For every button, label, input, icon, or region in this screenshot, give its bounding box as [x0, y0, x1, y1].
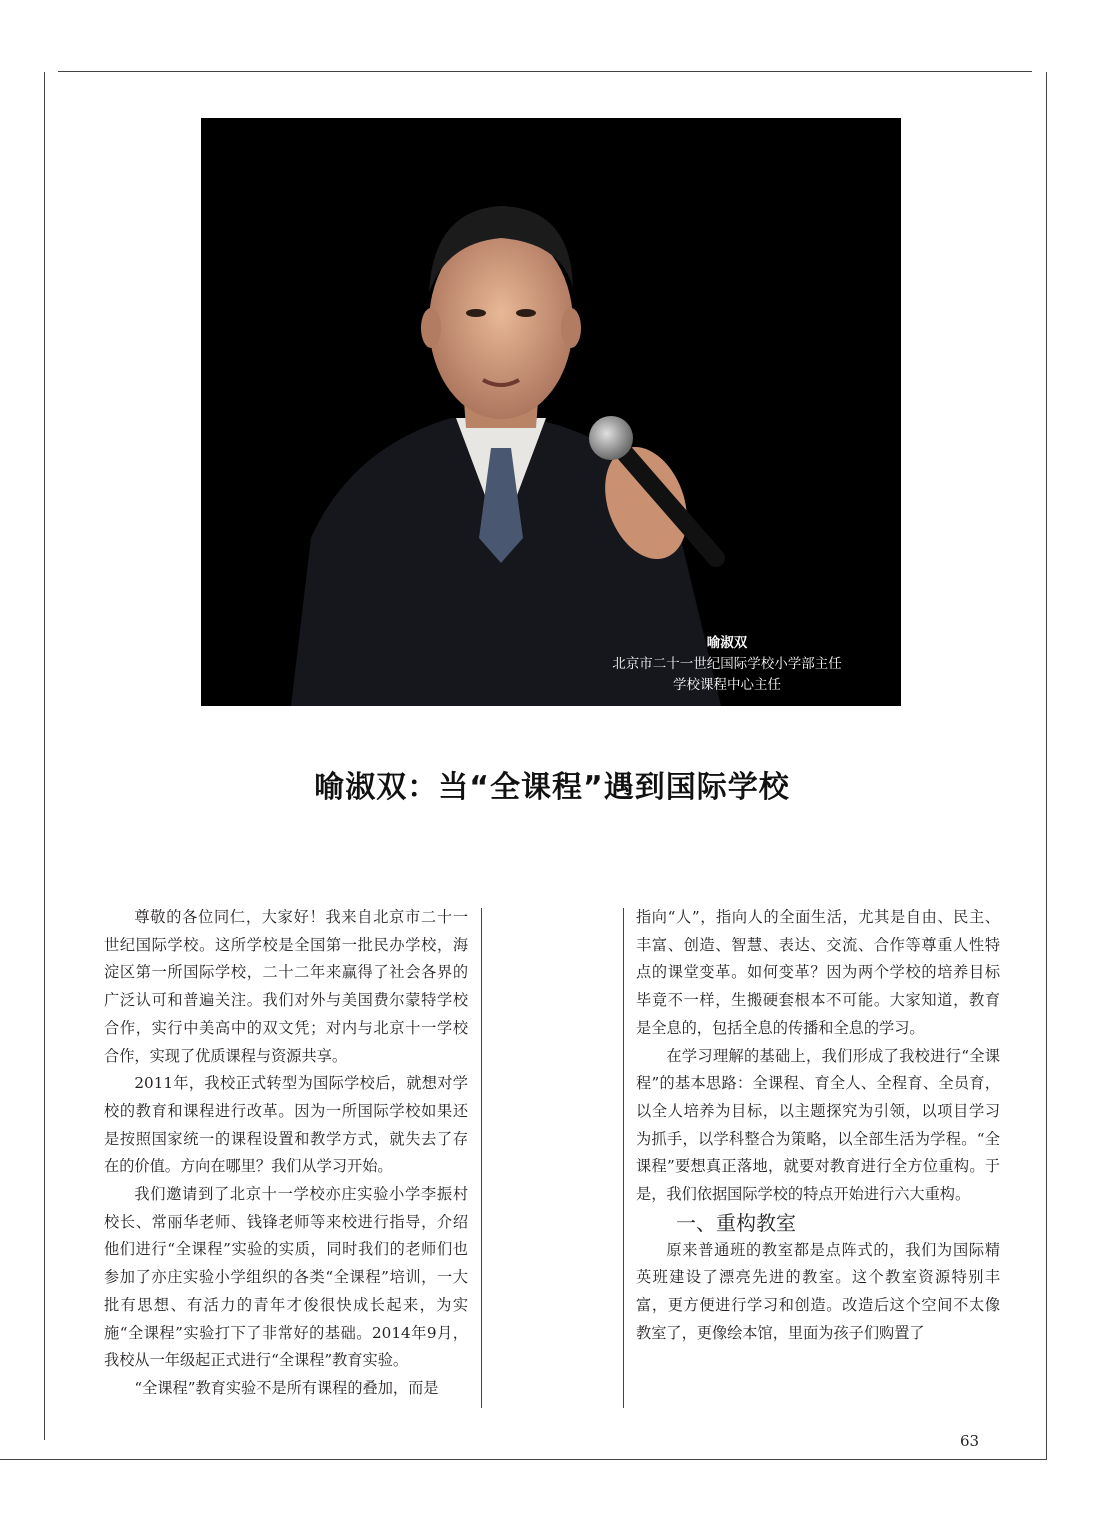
- top-rule: [58, 71, 1032, 72]
- column-divider-left: [481, 908, 482, 1408]
- bottom-rule: [0, 1459, 1047, 1460]
- section-heading: 一、重构教室: [676, 1210, 796, 1235]
- left-column: [104, 904, 468, 1403]
- paragraph: 原来普通班的教室都是点阵式的，我们为国际精英班建设了漂亮先进的教室。这个教室资源特别丰富，更方便进行学习和创造。改造后这个空间不太像教室了，更像绘本馆，里面为孩子们购置了: [636, 1240, 1000, 1342]
- caption-line-2: 学校课程中心主任: [673, 677, 781, 693]
- caption-name: 喻淑双: [706, 635, 748, 651]
- speaker-illustration: [201, 118, 901, 706]
- paragraph: 我们邀请到了北京十一学校亦庄实验小学李振村校长、常丽华老师、钱锋老师等来校进行指导，介绍他们进行“全课程”实验的实质，同时我们的老师们也参加了亦庄实验小学组织的各类“全课程”培训，一大批有思想、有活力的青年才俊很快成长起来，为实施“全课程”实验打下了非常好的基础。2014年9月，我校从一年级起正式进行“全课程”教育实验。: [104, 1185, 468, 1370]
- paragraph: “全课程”教育实验不是所有课程的叠加，而是: [134, 1378, 439, 1397]
- photo-caption: [577, 633, 877, 696]
- article-title: 喻淑双：当“全课程”遇到国际学校: [314, 770, 790, 805]
- right-column: [636, 904, 1000, 1348]
- left-rule: [44, 72, 45, 1440]
- paragraph: 在学习理解的基础上，我们形成了我校进行“全课程”的基本思路：全课程、育全人、全程育、全员育，以全人培养为目标，以主题探究为引领，以项目学习为抓手，以学科整合为策略，以全部生活为学程。“全课程”要想真正落地，就要对教育进行全方位重构。于是，我们依据国际学校的特点开始进行六大重构。: [636, 1046, 1000, 1204]
- portrait-photo: [201, 118, 901, 706]
- page-number: 63: [960, 1432, 980, 1450]
- paragraph: 尊敬的各位同仁，大家好！我来自北京市二十一世纪国际学校。这所学校是全国第一批民办学校，海淀区第一所国际学校，二十二年来赢得了社会各界的广泛认可和普遍关注。我们对外与美国费尔蒙特学校合作，实行中美高中的双文凭；对内与北京十一学校合作，实现了优质课程与资源共享。: [104, 908, 468, 1065]
- caption-line-1: 北京市二十一世纪国际学校小学部主任: [612, 656, 842, 672]
- column-divider-right: [623, 908, 624, 1408]
- paragraph: 2011年，我校正式转型为国际学校后，就想对学校的教育和课程进行改革。因为一所国际学校如果还是按照国家统一的课程设置和教学方式，就失去了存在的价值。方向在哪里？我们从学习开始。: [104, 1074, 468, 1176]
- paragraph-continued: 指向“人”，指向人的全面生活，尤其是自由、民主、丰富、创造、智慧、表达、交流、合作等尊重人性特点的课堂变革。如何变革？因为两个学校的培养目标毕竟不一样，生搬硬套根本不可能。大家知道，教育是全息的，包括全息的传播和全息的学习。: [636, 908, 1000, 1037]
